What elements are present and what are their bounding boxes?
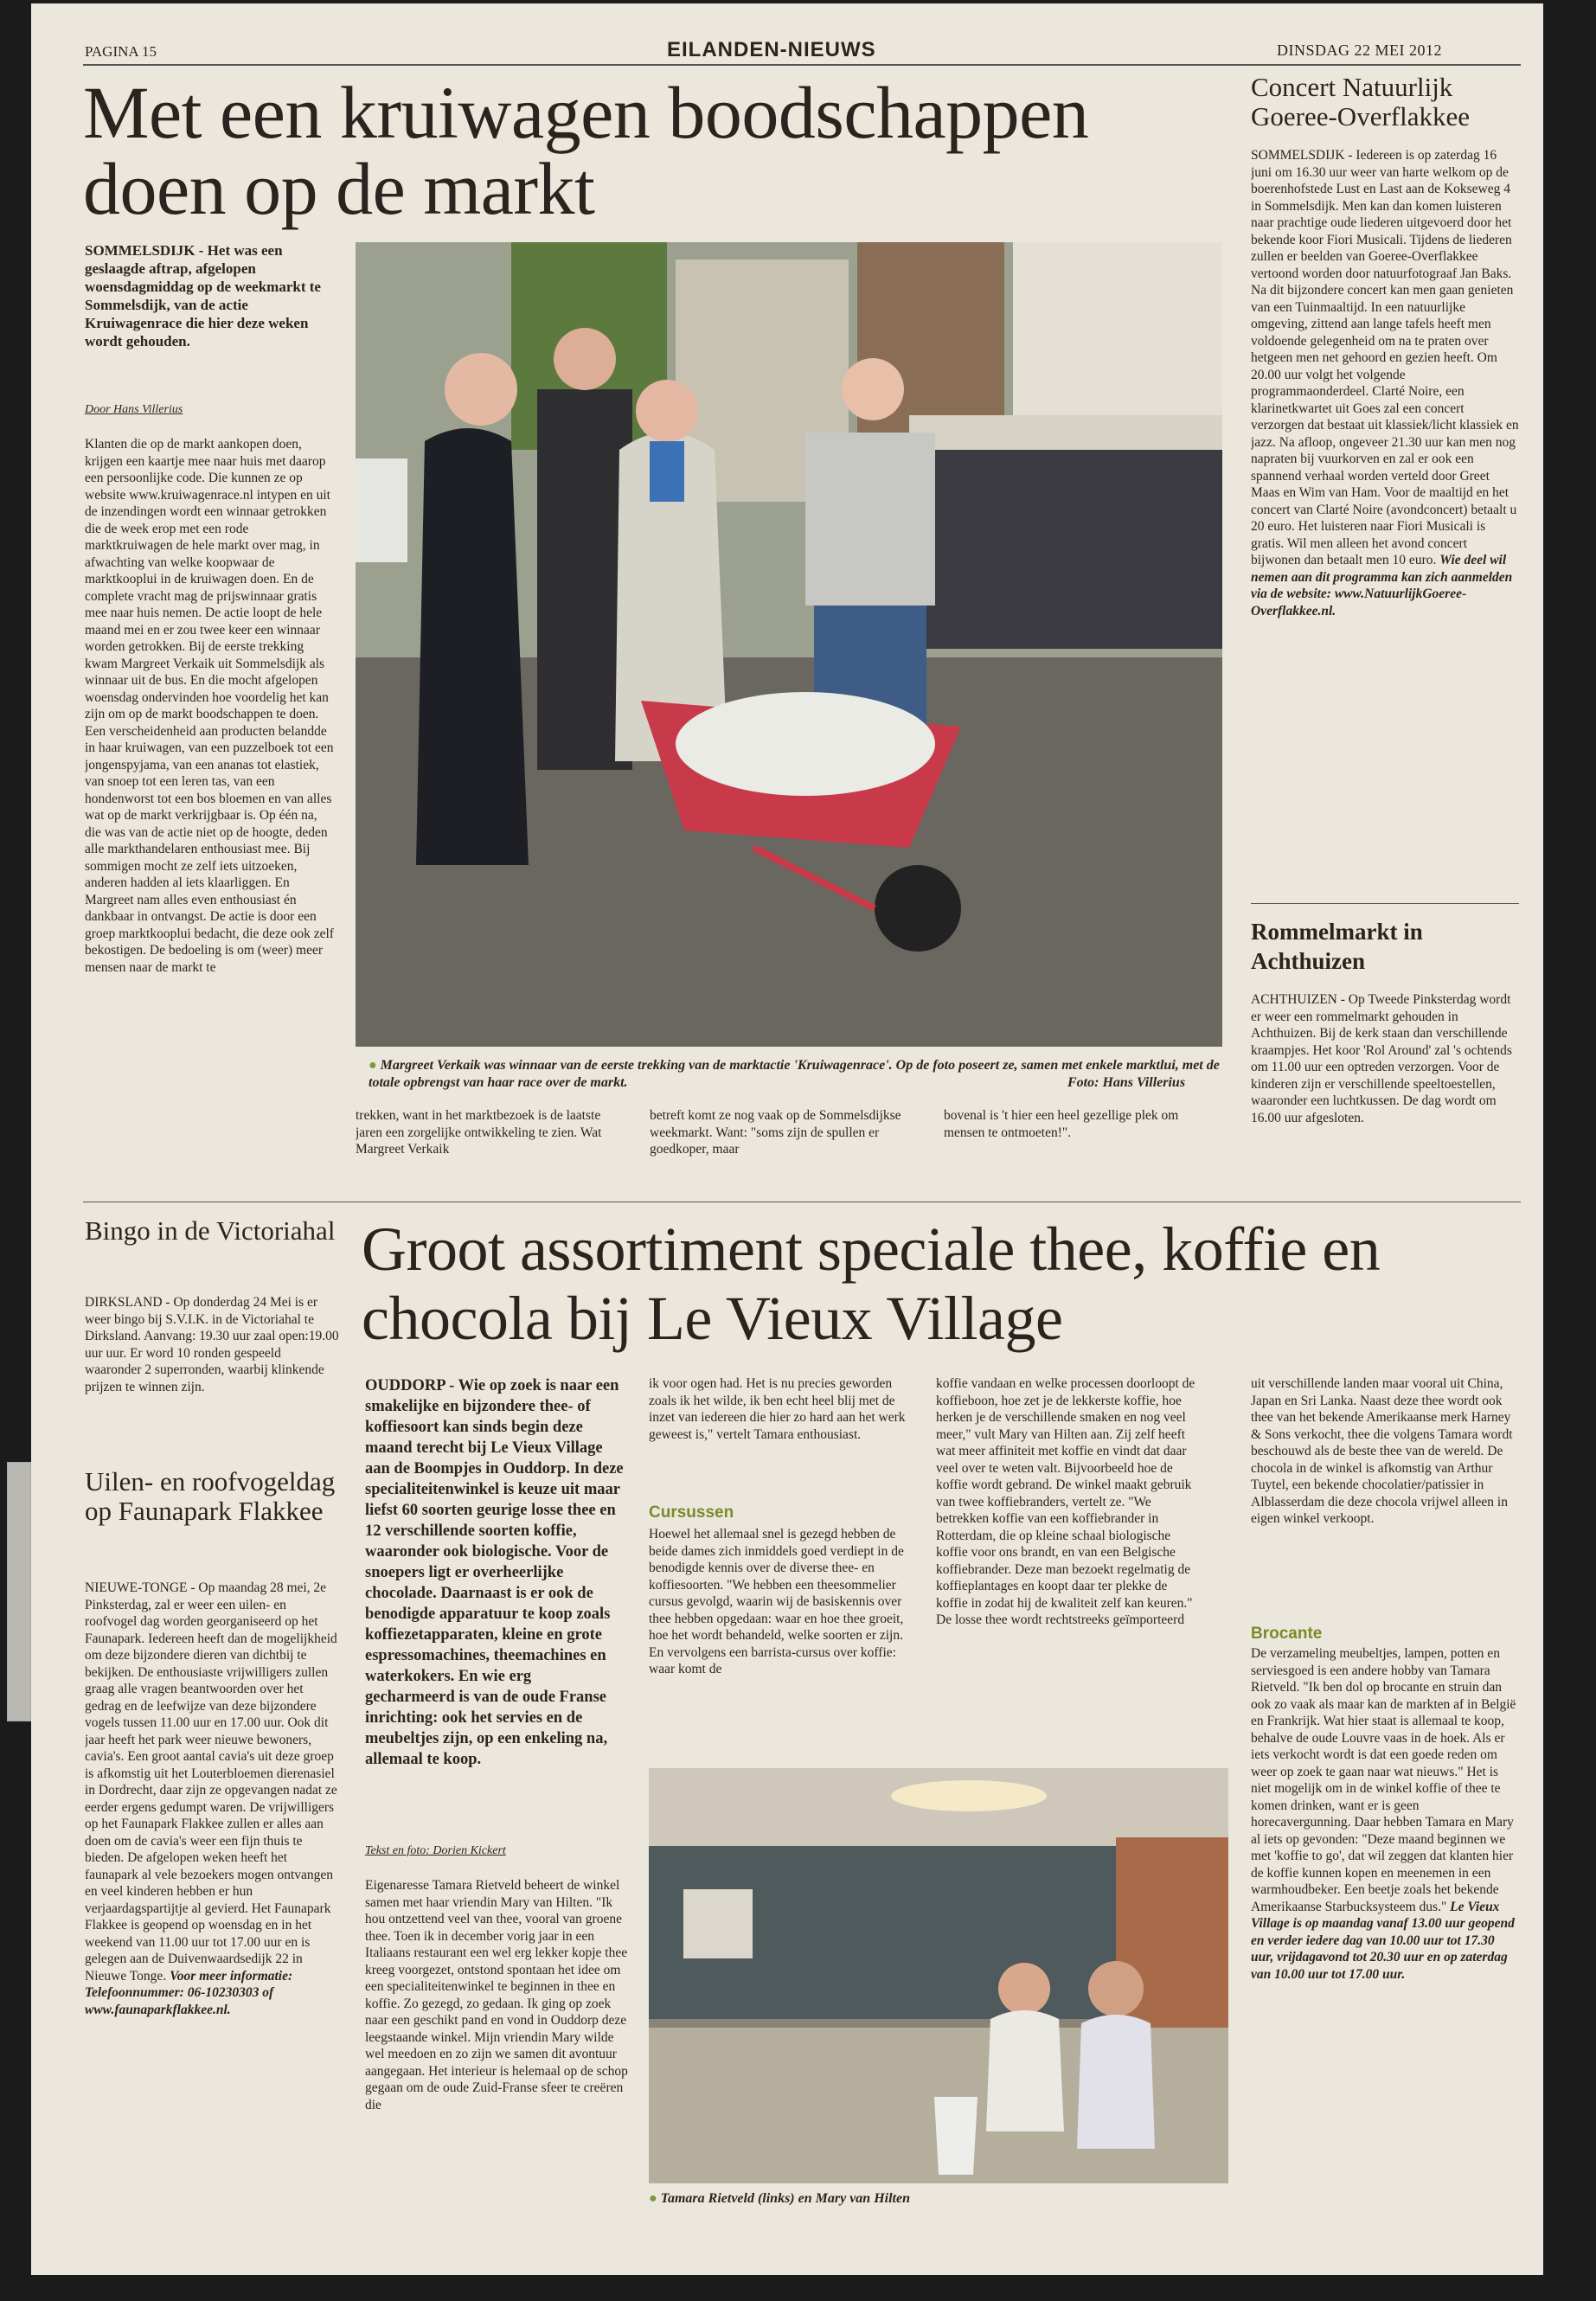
adjacent-page-fragment [7, 1462, 31, 1721]
article2-body-col4b: De verzameling meubeltjes, lampen, potten en serviesgoed is een andere hobby van Tamara Rietveld. "Ik ben dol op brocante en struin dan ook zo vaak als maar kan de markten af in België en Frankrijk. Wat hier staat is allemaal te koop, behalve de oude Louvre vaas in de hoek. Als er iets verkocht wordt is dat een goede reden om weer op zoek te gaan naar wat nieuws." Het is niet mogelijk om in de winkel koffie of thee te komen drinken, want er is geen horecavergunning. Daar hebben Tamara en Mary al iets op gevonden: "Deze maand beginnen we met 'koffie to go', dat wil zeggen dat klanten hier de koffie kunnen kopen en meenemen in een warmhoudbeker. Een beetje zoals het bekende Amerikaanse Starbucksysteem dus." Le Vieux Village is op maandag vanaf 13.00 uur geopend en verder iedere dag van 10.00 uur tot 17.30 uur, vrijdagavond tot 20.30 uur en op zaterdag van 10.00 uur tot 17.00 uur. [1251, 1646, 1516, 1982]
photo-illustration [356, 242, 1222, 1047]
shop-illustration [649, 1768, 1228, 2183]
masthead-rule [83, 64, 1521, 66]
sidebar-rule [1251, 903, 1519, 904]
newspaper-page [31, 3, 1543, 2275]
uilen-body: NIEUWE-TONGE - Op maandag 28 mei, 2e Pinksterdag, zal er weer een uilen- en roofvogel dag worden georganiseerd op het Faunapark. Iedereen heeft dan de mogelijkheid om deze bijzondere dieren van dichtbij te bekijken. De enthousiaste vrijwilligers zullen graag alle vragen beantwoorden over het gedrag en de leefwijze van deze bijzondere vogels tussen 11.00 uur en 17.00 uur. Ook dit jaar heeft het park weer nieuwe bewoners, cavia's. Een groot aantal cavia's uit deze groep is afkomstig uit het Louterbloemen dierenasiel in Dordrecht, daar zijn ze opgevangen nadat ze eerder ergens gedumpt waren. De vrijwilligers op het Faunapark Flakkee zullen er alles aan doen om de cavia's weer een fijn thuis te bieden. De afgelopen weken heeft het faunapark al vele bezoekers mogen ontvangen en veel kinderen hebben er hun verjaardagspartijtje al gevierd. Het Faunapark Flakkee is geopend op woensdag en in het weekend van 11.00 uur tot 17.00 uur en is gelegen aan de Duivenwaardsedijk 22 in Nieuwe Tonge. Voor meer informatie: Telefoonnummer: 06-10230303 of www.faunaparkflakkee.nl. [85, 1580, 337, 2017]
article1-body-col3: betreft komt ze nog vaak op de Sommelsdijkse weekmarkt. Want: "soms zijn de spullen er goedkoper, maar [650, 1108, 901, 1157]
shop-photo [649, 1768, 1228, 2183]
photo-caption: ● Margreet Verkaik was winnaar van de eerste trekking van de marktactie 'Kruiwagenrace'. Op de foto poseert ze, samen met enkele marktlui, met de totale opbrengst van haar race over de markt. [369, 1058, 1220, 1090]
article2-body-col1: Eigenaresse Tamara Rietveld beheert de winkel samen met haar vriendin Mary van Hilten. "Ik hou ontzettend veel van thee, vooral van groene thee. Toen ik in december vorig jaar in een Italiaans restaurant een wel erg lekker kopje thee kreeg voorgezet, ontstond spontaan het idee om een specialiteitenwinkel te beginnen in thee en koffie. Zo gezegd, zo gedaan. Ik ging op zoek naar een geschikt pand en vond in Ouddorp deze leegstaande winkel. Mijn vriendin Mary wilde wel meedoen en zo zijn we samen dit avontuur aangegaan. Het interieur is helemaal op de schop gegaan om de oude Zuid-Franse sfeer te creëren die [365, 1878, 628, 2112]
bullet-icon: ● [369, 1058, 381, 1073]
main-headline: Met een kruiwagen boodschappen doen op de markt [83, 71, 1089, 230]
article2-body-col2: ik voor ogen had. Het is nu precies geworden zoals ik het wilde, ik ben echt heel blij met de inzet van iedereen die hier zo hard aan het werk geweest is," vertelt Tamara enthousiast. [649, 1376, 906, 1442]
wheelbarrow-photo [356, 242, 1222, 1047]
article1-body-col4: bovenal is 't hier een heel gezellige plek om mensen te ontmoeten!". [944, 1108, 1179, 1140]
photo-credit: Foto: Hans Villerius [1067, 1075, 1186, 1090]
rommelmarkt-headline: Rommelmarkt in Achthuizen [1251, 919, 1423, 974]
shop-photo-caption: ● Tamara Rietveld (links) en Mary van Hilten [649, 2191, 910, 2206]
newspaper-name: EILANDEN-NIEUWS [667, 38, 876, 61]
issue-date: DINSDAG 22 MEI 2012 [1277, 42, 1442, 59]
page-number: PAGINA 15 [85, 43, 157, 60]
subhead-brocante: Brocante [1251, 1625, 1323, 1643]
article2-headline: Groot assortiment speciale thee, koffie en chocola bij Le Vieux Village [362, 1215, 1381, 1353]
concert-body: SOMMELSDIJK - Iedereen is op zaterdag 16 juni om 16.30 uur weer van harte welkom op de boerenhofstede Lust en Last aan de Kokseweg 4 in Sommelsdijk. Men kan dan komen luisteren naar prachtige oude liederen uitgevoerd door het bekende koor Fiori Musicali. Tijdens de liederen zullen er beelden van Goeree-Overflakkee vertoond worden door natuurfotograaf Jan Baks. Na dit bijzondere concert kan men gaan genieten van een Tuinmaaltijd. In een natuurlijke omgeving, zittend aan lange tafels heeft men voldoende gelegenheid om na te praten over hetgeen men net gehoord en gezien heeft. Om 20.00 uur volgt het volgende programmaonderdeel. Clarté Noire, een klarinetkwartet uit Goes zal een concert verzorgen dat bestaat uit klassiek/licht klassiek en jazz. Na afloop, ongeveer 21.30 uur kan men nog napraten bij vuurkorven en zal er ook een spannend verhaal worden verteld door Greet Maas en Wim van Ham. Voor de maaltijd en het concert van Clarté Noire (avondconcert) betaalt u 20 euro. Het luisteren naar Fiori Musicali is gratis. Wil men alleen het avond concert bijwonen dan betaalt men 10 euro. Wie deel wil nemen aan dit programma kan zich aanmelden via de website: www.NatuurlijkGoeree-Overflakkee.nl. [1251, 148, 1519, 619]
article2-lead: OUDDORP - Wie op zoek is naar een smakelijke en bijzondere thee- of koffiesoort kan sinds begin deze maand terecht bij Le Vieux Village aan de Boompjes in Ouddorp. In deze specialiteitenwinkel is keuze uit maar liefst 60 soorten geurige losse thee en 12 verschillende soorten koffie, waaronder ook biologische. Voor de snoepers ligt er overheerlijke chocolade. Daarnaast is er ook de benodigde apparatuur te koop zoals koffiezetapparaten, kleine en grote espressomachines, theemachines en waterkokers. En wie erg gecharmeerd is van de oude Franse inrichting: ook het servies en de meubeltjes zijn, op een enkeling na, allemaal te koop. [365, 1377, 624, 1768]
article1-lead: SOMMELSDIJK - Het was een geslaagde aftrap, afgelopen woensdagmiddag op de weekmarkt te Sommelsdijk, van de actie Kruiwagenrace die hier deze weken wordt gehouden. [85, 242, 321, 349]
article1-byline: Door Hans Villerius [85, 403, 183, 416]
article2-body-col4: uit verschillende landen maar vooral uit China, Japan en Sri Lanka. Naast deze thee wordt ook thee van het bekende Amerikaanse merk Harney & Sons verkocht, thee die volgens Tamara wordt beschouwd als de beste thee van de wereld. De chocola in de winkel is afkomstig van Arthur Tuytel, een bekende chocolatier/patissier in Alblasserdam die deze chocola vrijwel alleen in eigen winkel verkoopt. [1251, 1376, 1513, 1526]
uilen-headline: Uilen- en roofvogeldag op Faunapark Flakkee [85, 1466, 336, 1526]
concert-headline: Concert Natuurlijk Goeree-Overflakkee [1251, 72, 1470, 131]
article1-body-col2: trekken, want in het marktbezoek is de laatste jaren een zorgelijke ontwikkeling te zien. Wat Margreet Verkaik [356, 1108, 602, 1157]
article2-body-col3: koffie vandaan en welke processen doorloopt de koffieboon, hoe zet je de lekkerste koffie, hoe herken je de verschillende smaken en nog veel meer," vult Mary van Hilten aan. Zij zelf heeft wat meer affiniteit met koffie en vindt dat daar veel over te weten valt. Bijvoorbeeld hoe de koffie wordt gebrand. De winkel maakt gebruik van twee koffiebranders, vertelt ze. "We betrekken koffie van een koffiebrander in Rotterdam, die op kleine schaal biologische koffie voor ons brandt, en van een Belgische koffiebrander. Deze man bezoekt regelmatig de koffieplantages en koopt daar ter plekke de koffie in zodat hij de kwaliteit zelf kan keuren." De losse thee wordt rechtstreeks geïmporteerd [936, 1376, 1195, 1627]
subhead-cursussen: Cursussen [649, 1503, 734, 1522]
bingo-body: DIRKSLAND - Op donderdag 24 Mei is er weer bingo bij S.V.I.K. in de Victoriahal te Dirksland. Aanvang: 19.30 uur zaal open:19.00 uur uur. Er word 10 ronden gespeeld waaronder 2 superronden, waarbij klinkende prijzen te winnen zijn. [85, 1295, 339, 1394]
rommelmarkt-body: ACHTHUIZEN - Op Tweede Pinksterdag wordt er weer een rommelmarkt gehouden in Achthuizen. Bij de kerk staan dan verschillende kraampjes. Het koor 'Rol Around' zal 's ochtends om 11.00 uur een optreden verzorgen. Voor de kinderen zijn er verschillende speeltoestellen, waaronder een luchtkussen. De dag wordt om 16.00 uur afgesloten. [1251, 992, 1512, 1125]
article2-byline: Tekst en foto: Dorien Kickert [365, 1844, 506, 1857]
article1-body-col1: Klanten die op de markt aankopen doen, krijgen een kaartje mee naar huis met daarop een persoonlijke code. Die kunnen ze op website www.kruiwagenrace.nl intypen en uit de inzendingen wordt een winnaar getrokken die de week erop met een rode marktkruiwagen de hele markt over mag, in afwachting van welke koopwaar de marktkooplui in de kruiwagen doen. En de complete vracht mag de prijswinnaar gratis mee naar huis nemen. De actie loopt de hele maand mei en er zou twee keer een winnaar worden getrokken. Bij de eerste trekking kwam Margreet Verkaik uit Sommelsdijk als winnaar uit de bus. En die mocht afgelopen woensdag ondervinden hoe voordelig het kan zijn om op de markt boodschappen te doen. Een verscheidenheid aan producten belandde in haar kruiwagen, van een puzzelboek tot een jongenspyjama, van een ananas tot elastiek, van snoep tot een leren tas, van een hondenworst tot een bos bloemen en van alles wat op de markt verkrijgbaar is. Op één na, die was van de actie niet op de hoogte, deden alle markthandelaren enthousiast mee. Bij sommigen mocht ze zelf iets uitzoeken, anderen hadden al iets klaarliggen. En Margreet nam alles even enthousiast én dankbaar in ontvangst. De actie is door een groep marktkooplui bedacht, die deze ook zelf bekostigen. De bedoeling is om (weer) meer mensen naar de markt te [85, 437, 334, 975]
article2-body-col2b: Hoewel het allemaal snel is gezegd hebben de beide dames zich inmiddels goed verdiept in de benodigde kennis over de diverse thee- en koffiesoorten. "We hebben een theesommelier cursus gevolgd, waarin wij de basiskennis over thee hebben opgedaan: waar en hoe thee groeit, hoe het wordt behandeld, welke soorten er zijn. En vervolgens een barrista-cursus over koffie: waar komt de [649, 1527, 904, 1676]
bullet-icon: ● [649, 2191, 661, 2206]
bingo-headline: Bingo in de Victoriahal [85, 1215, 336, 1246]
